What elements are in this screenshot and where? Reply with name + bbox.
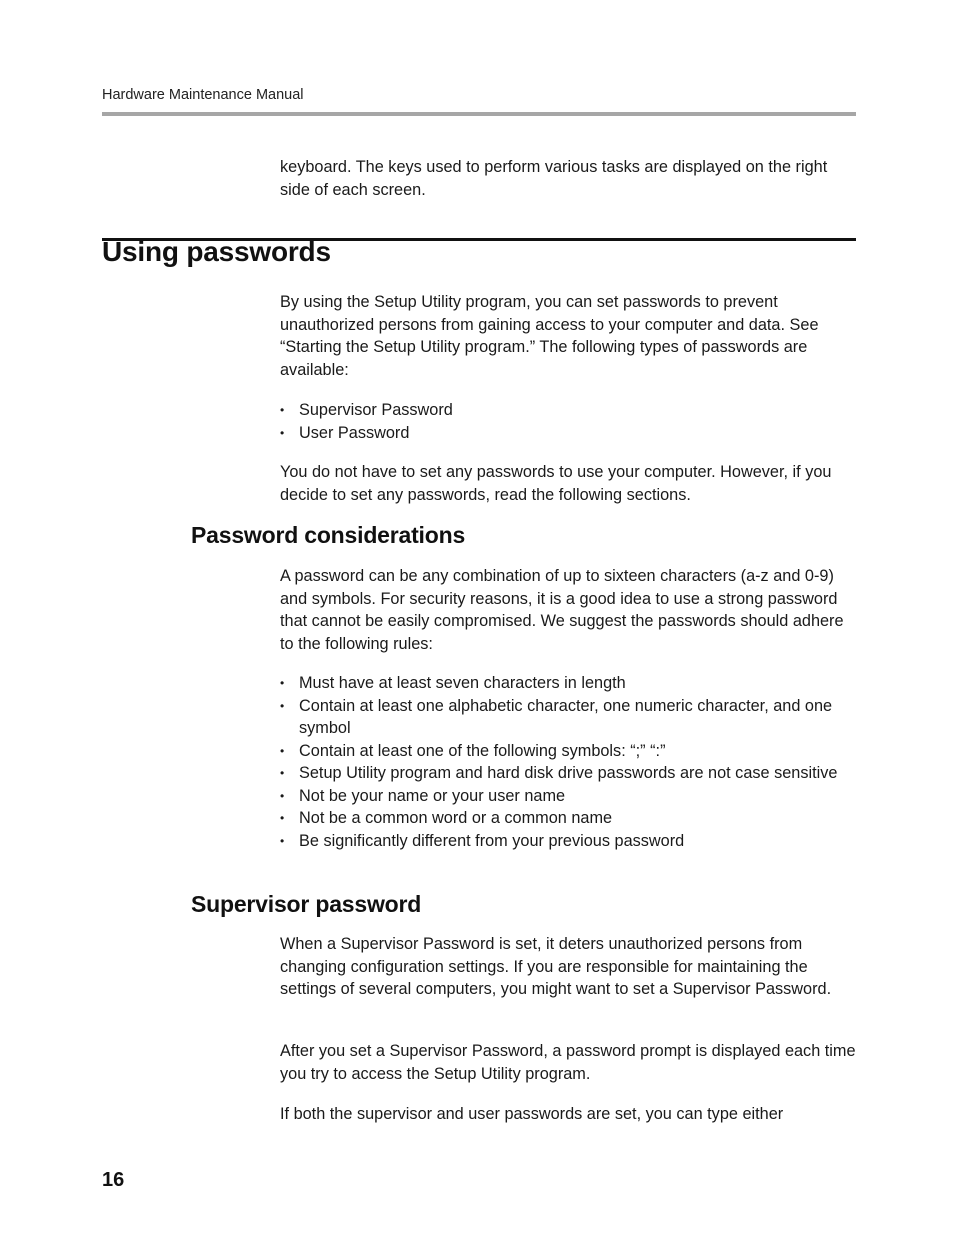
page-number: 16 <box>102 1169 125 1191</box>
section-note <box>280 461 860 506</box>
considerations-intro <box>280 565 860 655</box>
supervisor-title: Supervisor password <box>191 891 422 917</box>
list-item: • Must have at least seven characters in length <box>280 672 850 695</box>
supervisor-text: If both the supervisor and user passwords are set, you can type either <box>280 1105 784 1123</box>
list-item: • Not be your name or your user name <box>280 785 850 808</box>
list-item: • Setup Utility program and hard disk drive passwords are not case sensitive <box>280 762 850 785</box>
supervisor-paragraph <box>280 1040 860 1085</box>
list-item: • Supervisor Password <box>280 399 860 422</box>
section-note-text: You do not have to set any passwords to use your computer. However, if you decide to set any passwords, read the following sections. <box>280 463 832 504</box>
supervisor-paragraph <box>280 933 860 1001</box>
supervisor-paragraph <box>280 1103 860 1126</box>
section-title: Using passwords <box>102 236 331 267</box>
section-intro-text: By using the Setup Utility program, you can set passwords to prevent unauthorized persons from gaining access to your computer and data. See “Starting the Setup Utility program.” The following types of passwords are available: <box>280 293 819 379</box>
running-header: Hardware Maintenance Manual <box>102 87 304 103</box>
header-rule <box>102 112 856 116</box>
considerations-intro-text: A password can be any combination of up to sixteen characters (a-z and 0-9) and symbols. For security reasons, it is a good idea to use a strong password that cannot be easily compromised. We suggest the passwords should adhere to the following rules: <box>280 567 844 653</box>
list-item: • User Password <box>280 422 860 445</box>
continued-paragraph <box>280 156 860 201</box>
considerations-title: Password considerations <box>191 522 466 548</box>
password-types-list <box>280 399 860 444</box>
list-item: • Not be a common word or a common name <box>280 807 850 830</box>
list-item: • Contain at least one of the following symbols: “;” “:” <box>280 740 850 763</box>
continued-text: keyboard. The keys used to perform various tasks are displayed on the right side of each screen. <box>280 158 828 199</box>
section-intro <box>280 291 860 381</box>
list-item: • Contain at least one alphabetic character, one numeric character, and one symbol <box>280 695 850 740</box>
list-item: • Be significantly different from your previous password <box>280 830 850 853</box>
rules-list <box>280 672 850 852</box>
supervisor-text: After you set a Supervisor Password, a password prompt is displayed each time you try to access the Setup Utility program. <box>280 1042 856 1083</box>
supervisor-text: When a Supervisor Password is set, it deters unauthorized persons from changing configuration settings. If you are responsible for maintaining the settings of several computers, you might want to set a Supervisor Password. <box>280 935 832 998</box>
